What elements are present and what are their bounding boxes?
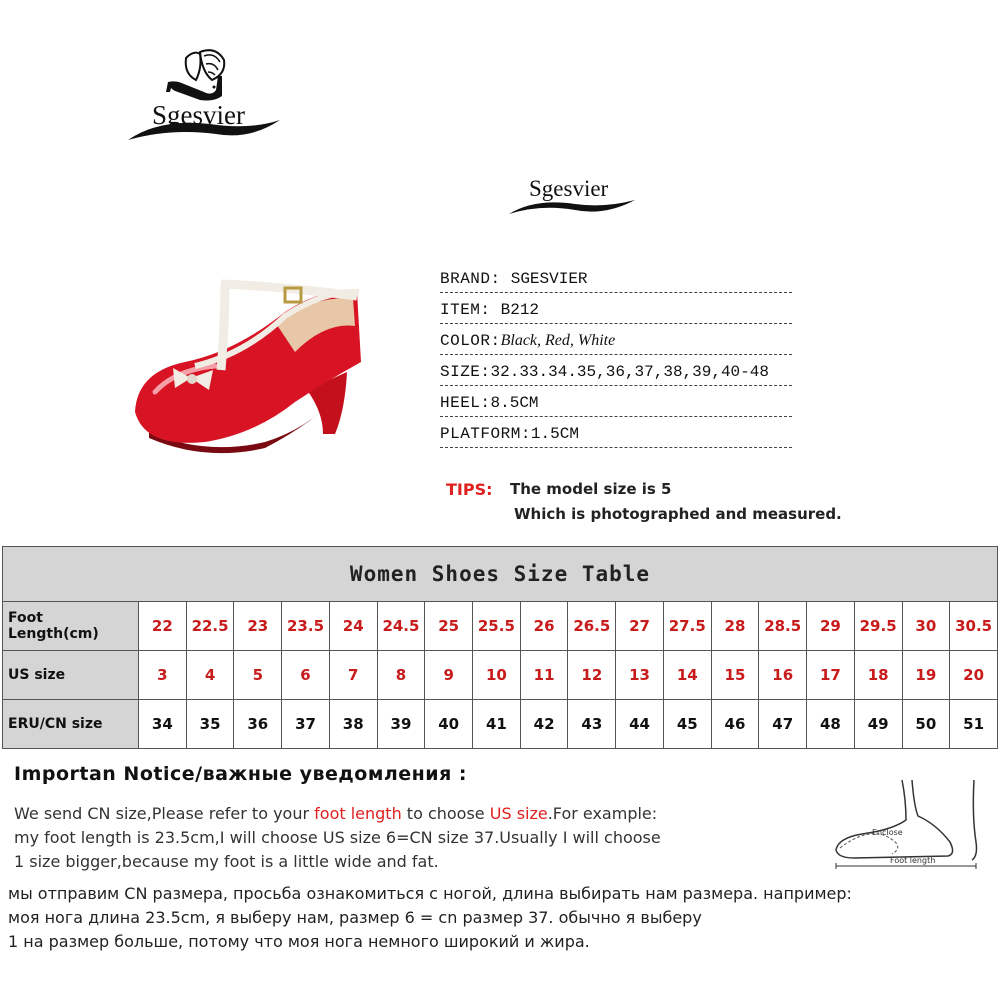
size-cell: 27.5 (663, 602, 711, 651)
spec-brand-value: SGESVIER (510, 270, 588, 288)
spec-item (440, 297, 792, 324)
size-cell: 25 (425, 602, 473, 651)
spec-item-value: B212 (500, 301, 540, 319)
notice-ru-line-2: моя нога длина 23.5cm, я выберу нам, размер 6 = cn размер 37. обычно я выберу (8, 908, 702, 927)
notice-en-text-c: to choose (401, 804, 490, 823)
size-cell: 35 (186, 700, 234, 749)
size-row-header: ERU/CN size (3, 700, 139, 749)
size-cell: 26.5 (568, 602, 616, 651)
size-cell: 24 (329, 602, 377, 651)
size-cell: 38 (329, 700, 377, 749)
tips-line-2: Which is photographed and measured. (514, 505, 842, 523)
size-cell: 3 (139, 651, 187, 700)
size-cell: 39 (377, 700, 425, 749)
notice-ru-line-1: мы отправим CN размера, просьба ознакомиться с ногой, длина выбирать нам размера. например: (8, 884, 852, 903)
notice-ru-line-3: 1 на размер больше, потому что моя нога немного широкий и жира. (8, 932, 590, 951)
foot-diagram-length-label: Foot length (890, 856, 936, 865)
size-cell: 16 (759, 651, 807, 700)
size-table (2, 546, 998, 749)
size-cell: 27 (616, 602, 664, 651)
notice-title: Importan Notice/важные уведомления : (14, 763, 468, 785)
size-cell: 23 (234, 602, 282, 651)
brand-logo-large-text: Sgesvier (152, 100, 245, 130)
foot-diagram-enclose-label: Enclose (872, 828, 903, 837)
spec-color (440, 328, 792, 355)
size-cell: 10 (473, 651, 521, 700)
spec-heel-value: 8.5CM (490, 394, 539, 412)
size-cell: 42 (520, 700, 568, 749)
size-cell: 4 (186, 651, 234, 700)
size-cell: 25.5 (473, 602, 521, 651)
spec-item-label: ITEM: (440, 301, 501, 319)
size-cell: 14 (663, 651, 711, 700)
notice-en-line-2: my foot length is 23.5cm,I will choose US size 6=CN size 37.Usually I will choose (14, 828, 661, 847)
size-cell: 18 (854, 651, 902, 700)
notice-en-line-1 (14, 802, 657, 826)
size-cell: 30 (902, 602, 950, 651)
size-cell: 26 (520, 602, 568, 651)
size-cell: 8 (377, 651, 425, 700)
size-cell: 11 (520, 651, 568, 700)
size-cell: 5 (234, 651, 282, 700)
size-cell: 45 (663, 700, 711, 749)
notice-en-text-e: .For example: (547, 804, 658, 823)
size-cell: 48 (807, 700, 855, 749)
size-cell: 29.5 (854, 602, 902, 651)
tips-line-1: The model size is 5 (510, 480, 672, 498)
red-tstrap-heel-image (125, 262, 425, 472)
size-cell: 44 (616, 700, 664, 749)
size-cell: 6 (282, 651, 330, 700)
size-cell: 51 (950, 700, 998, 749)
size-cell: 40 (425, 700, 473, 749)
size-cell: 13 (616, 651, 664, 700)
size-cell: 30.5 (950, 602, 998, 651)
size-cell: 7 (329, 651, 377, 700)
size-row-foot-length (3, 602, 998, 651)
size-cell: 9 (425, 651, 473, 700)
size-cell: 22 (139, 602, 187, 651)
size-cell: 24.5 (377, 602, 425, 651)
size-cell: 36 (234, 700, 282, 749)
spec-heel (440, 390, 792, 417)
size-cell: 28 (711, 602, 759, 651)
size-row-header: US size (3, 651, 139, 700)
size-cell: 19 (902, 651, 950, 700)
spec-platform-value: 1.5CM (530, 425, 579, 443)
brand-logo-large (120, 40, 290, 160)
size-cell: 28.5 (759, 602, 807, 651)
spec-size-value: 32.33.34.35,36,37,38,39,40-48 (490, 363, 769, 381)
spec-size-label: SIZE: (440, 363, 491, 381)
size-cell: 41 (473, 700, 521, 749)
spec-platform (440, 421, 792, 448)
size-cell: 34 (139, 700, 187, 749)
size-row-us (3, 651, 998, 700)
size-cell: 43 (568, 700, 616, 749)
size-cell: 23.5 (282, 602, 330, 651)
size-cell: 20 (950, 651, 998, 700)
spec-color-label: COLOR: (440, 332, 501, 350)
size-cell: 37 (282, 700, 330, 749)
spec-brand-label: BRAND: (440, 270, 511, 288)
brand-logo-small-text: Sgesvier (529, 176, 609, 201)
size-cell: 15 (711, 651, 759, 700)
spec-color-value: Black, Red, White (500, 332, 616, 349)
tips-label: TIPS: (446, 480, 493, 499)
size-row-eu-cn (3, 700, 998, 749)
size-cell: 49 (854, 700, 902, 749)
notice-en-line-3: 1 size bigger,because my foot is a little wide and fat. (14, 852, 439, 871)
size-cell: 50 (902, 700, 950, 749)
spec-brand (440, 266, 792, 293)
spec-heel-label: HEEL: (440, 394, 491, 412)
notice-en-foot-length: foot length (314, 804, 402, 823)
size-row-header: Foot Length(cm) (3, 602, 139, 651)
notice-en-text-a: We send CN size,Please refer to your (14, 804, 315, 823)
size-cell: 22.5 (186, 602, 234, 651)
size-cell: 46 (711, 700, 759, 749)
notice-en-us-size: US size (489, 804, 548, 823)
brand-logo-small (505, 170, 640, 220)
spec-platform-label: PLATFORM: (440, 425, 531, 443)
spec-size (440, 359, 792, 386)
size-table-title: Women Shoes Size Table (3, 547, 998, 602)
size-cell: 29 (807, 602, 855, 651)
size-cell: 12 (568, 651, 616, 700)
size-cell: 47 (759, 700, 807, 749)
foot-measure-diagram (826, 776, 986, 872)
size-cell: 17 (807, 651, 855, 700)
